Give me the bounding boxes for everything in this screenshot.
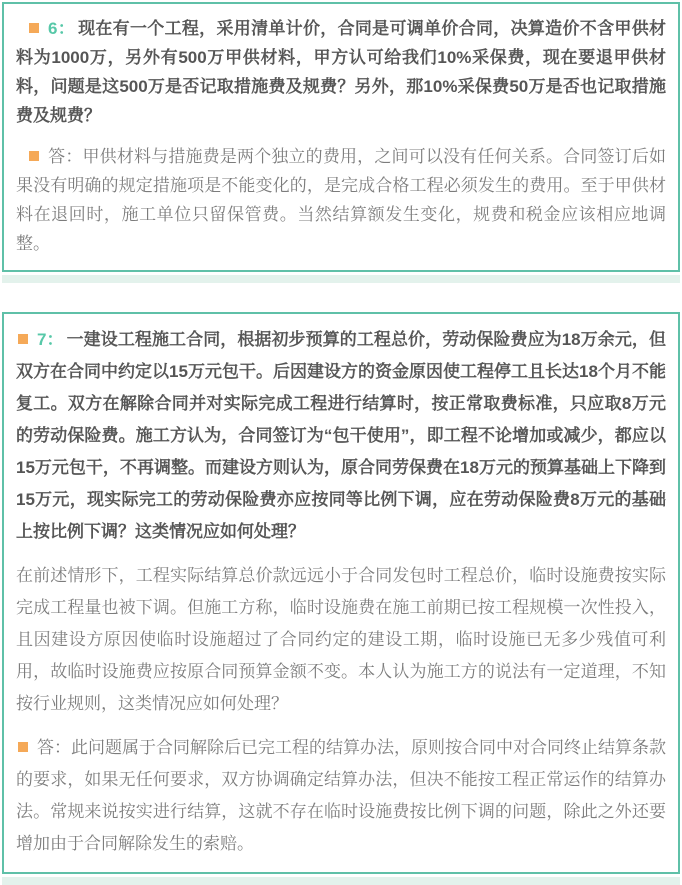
answer-6 [16, 142, 666, 258]
question-7-discussion: 在前述情形下，工程实际结算总价款远远小于合同发包时工程总价，临时设施费按实际完成工程量也被下调。但施工方称，临时设施费在施工前期已按工程规模一次性投入，且因建设方原因使临时设施超过了合同约定的建设工期，临时设施已无多少残值可利用，故临时设施费应按原合同预算金额不变。本人认为施工方的说法有一定道理，不知按行业规则，这类情况应如何处理？ [16, 566, 666, 713]
question-number: 7： [37, 330, 64, 349]
bullet-marker-icon [18, 742, 28, 752]
card-shadow [2, 877, 680, 885]
qa-card-6 [2, 2, 680, 272]
question-text: 一建设工程施工合同，根据初步预算的工程总价，劳动保险费应为18万余元，但双方在合同中约定以15万元包干。后因建设方的资金原因使工程停工且长达18个月不能复工。双方在解除合同并对实际完成工程进行结算时，按正常取费标准，只应取8万元的劳动保险费。施工方认为，合同签订为“包干使用”，即工程不论增加或减少，都应以15万元包干，不再调整。而建设方则认为，原合同劳保费在18万元的预算基础上下降到15万元，现实际完工的劳动保险费亦应按同等比例下调，应在劳动保险费8万元的基础上按比例下调？这类情况应如何处理？ [16, 330, 666, 541]
bullet-marker-icon [29, 151, 39, 161]
question-7 [16, 324, 666, 548]
card-shadow [2, 275, 680, 283]
question-text: 现在有一个工程，采用清单计价，合同是可调单价合同，决算造价不含甲供材料为1000万，另外有500万甲供材料，甲方认可给我们10%采保费，现在要退甲供材料，问题是这500万是否记取措施费及规费？另外，那10%采保费50万是否也记取措施费及规费？ [16, 19, 666, 125]
answer-text: 答：甲供材料与措施费是两个独立的费用，之间可以没有任何关系。合同签订后如果没有明确的规定措施项是不能变化的，是完成合格工程必须发生的费用。至于甲供材料在退回时，施工单位只留保管费。当然结算额发生变化，规费和税金应该相应地调整。 [16, 147, 666, 253]
qa-article [0, 2, 682, 885]
question-6 [16, 14, 666, 130]
qa-card-7 [2, 312, 680, 874]
question-number: 6： [48, 19, 76, 38]
answer-7 [16, 732, 666, 860]
bullet-marker-icon [18, 334, 28, 344]
answer-text: 答：此问题属于合同解除后已完工程的结算办法，原则按合同中对合同终止结算条款的要求，如果无任何要求，双方协调确定结算办法，但决不能按工程正常运作的结算办法。常规来说按实进行结算，这就不存在临时设施费按比例下调的问题，除此之外还要增加由于合同解除发生的索赔。 [16, 738, 666, 853]
bullet-marker-icon [29, 23, 39, 33]
